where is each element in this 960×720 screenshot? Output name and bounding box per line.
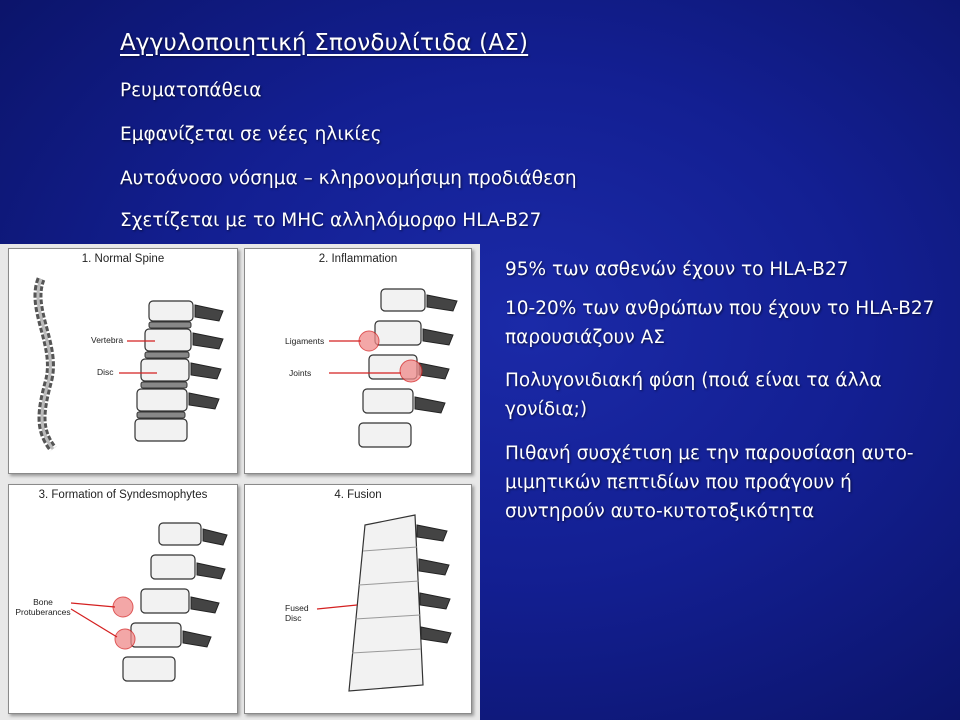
panel-title: 4. Fusion <box>334 489 382 501</box>
right-point-3: Πολυγονιδιακή φύση (ποιά είναι τα άλλα γονίδια;) <box>505 370 882 420</box>
label-ligaments: Ligaments <box>285 336 325 346</box>
panel-normal-spine <box>8 248 238 474</box>
inflammation-illustration <box>245 249 471 473</box>
right-point-4: Πιθανή συσχέτιση με την παρουσίαση αυτο-μιμητικών πεπτιδίων που προάγουν ή συντηρούν αυτο-κυτοτοξικότητα <box>505 443 914 522</box>
right-point-1: 95% των ασθενών έχουν το HLA-B27 <box>505 259 849 280</box>
slide-title: Αγγυλοποιητική Σπονδυλίτιδα (ΑΣ) <box>120 30 529 56</box>
normal-spine-illustration <box>9 249 237 473</box>
label-vertebra: Vertebra <box>91 335 124 345</box>
bullet-1: Ρευματοπάθεια <box>120 80 262 101</box>
bullet-4: Σχετίζεται με το MHC αλληλόμορφο HLA-B27 <box>120 210 542 231</box>
panel-fusion <box>244 484 472 714</box>
bullet-3: Αυτοάνοσο νόσημα – κληρονομήσιμη προδιάθεση <box>120 168 577 189</box>
right-point-2: 10-20% των ανθρώπων που έχουν το HLA-B27 παρουσιάζουν ΑΣ <box>505 298 935 348</box>
label-joints: Joints <box>289 368 312 378</box>
label-bone-protuberances: Bone Protuberances <box>15 597 71 617</box>
panel-title: 2. Inflammation <box>318 253 398 265</box>
bullet-2: Εμφανίζεται σε νέες ηλικίες <box>120 124 382 145</box>
spine-figure <box>0 244 480 720</box>
panel-inflammation <box>244 248 472 474</box>
fusion-illustration <box>245 485 471 713</box>
label-fused-disc: Fused Disc <box>285 603 309 623</box>
label-disc: Disc <box>97 367 114 377</box>
panel-syndesmophytes <box>8 484 238 714</box>
panel-title: 1. Normal Spine <box>81 253 165 265</box>
panel-title: 3. Formation of Syndesmophytes <box>38 489 208 501</box>
